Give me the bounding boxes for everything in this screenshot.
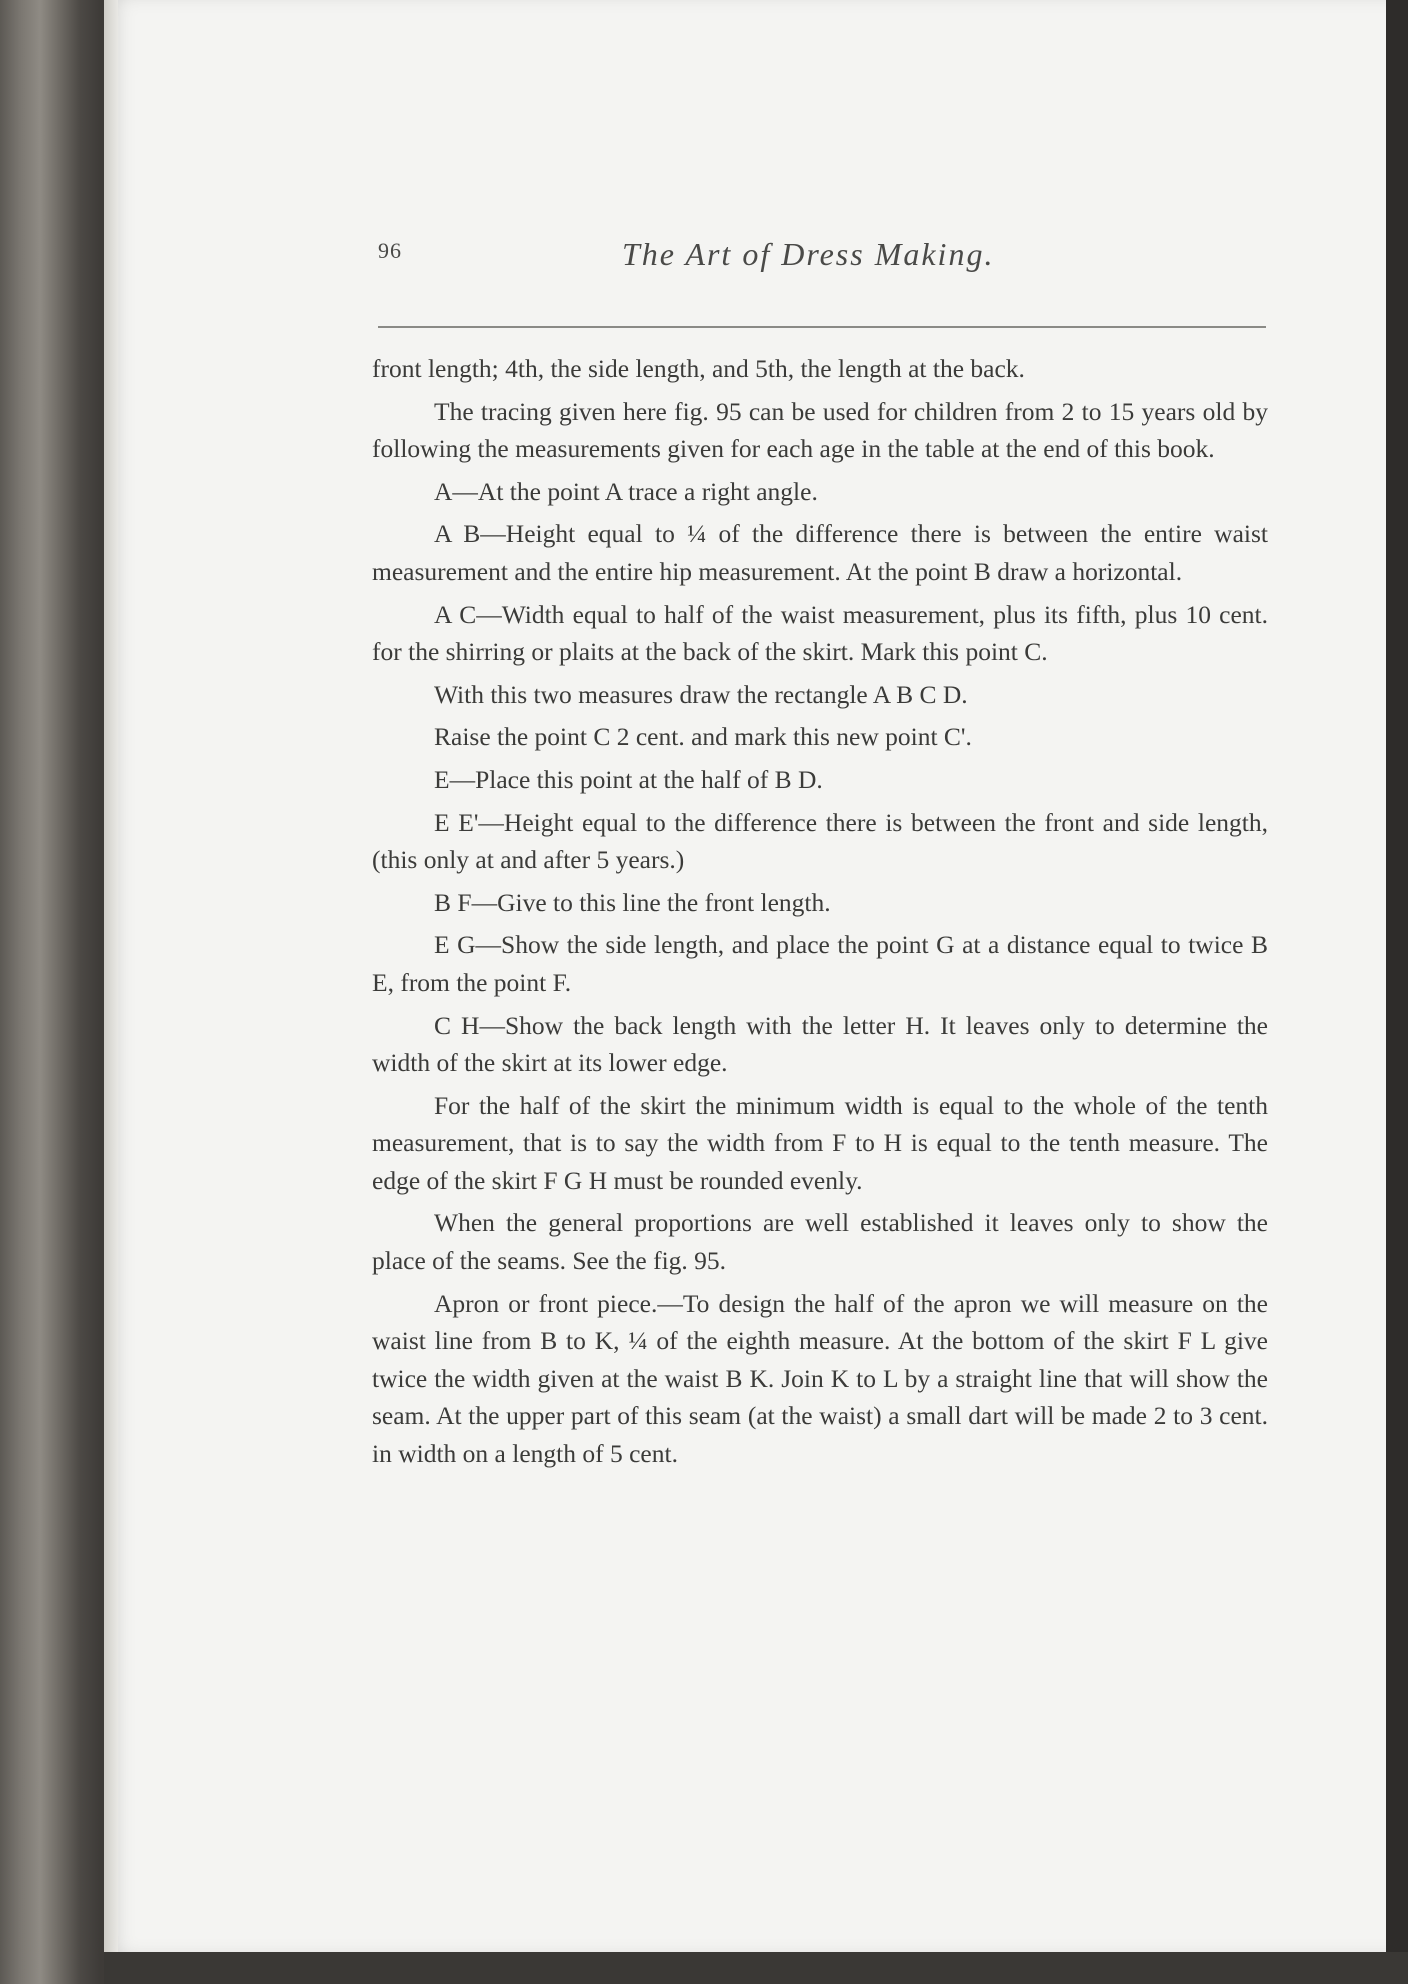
header-rule xyxy=(378,326,1266,328)
paragraph: E E'—Height equal to the difference there is between the front and side length, (this only at and after 5 years.) xyxy=(372,807,1268,875)
paragraph-continuation: front length; 4th, the side length, and 5th, the length at the back. xyxy=(372,354,1025,383)
paragraph: E—Place this point at the half of B D. xyxy=(434,764,823,794)
body-text xyxy=(372,350,1268,1478)
running-title: The Art of Dress Making. xyxy=(622,236,995,272)
paragraph: A B—Height equal to ¼ of the difference there is between the entire waist measurement and the entire hip measurement. At the point B draw a horizontal. xyxy=(372,519,1268,586)
paragraph: Apron or front piece.—To design the half of the apron we will measure on the waist line from B to K, ¼ of the eighth measure. At the bottom of the skirt F L give twice the width given at the waist B K. Join K to L by a straight line that will show the seam. At the upper part of this seam (at the waist) a small dart will be made 2 to 3 cent. in width on a length of 5 cent. xyxy=(372,1288,1268,1469)
paragraph: C H—Show the back length with the letter H. It leaves only to determine the width of the skirt at its lower edge. xyxy=(372,1010,1268,1078)
paragraph: With this two measures draw the rectangle A B C D. xyxy=(434,679,968,709)
paragraph: E G—Show the side length, and place the point G at a distance equal to twice B E, from the point F. xyxy=(372,930,1268,997)
paragraph: B F—Give to this line the front length. xyxy=(434,887,831,917)
paragraph: For the half of the skirt the minimum width is equal to the whole of the tenth measurement, that is to say the width from F to H is equal to the tenth measure. The edge of the skirt F G H must be rounded evenly. xyxy=(372,1090,1268,1195)
paragraph: When the general proportions are well established it leaves only to show the place of the seams. See the fig. 95. xyxy=(372,1208,1268,1276)
paragraph: Raise the point C 2 cent. and mark this new point C'. xyxy=(434,722,972,752)
running-head xyxy=(378,238,1268,278)
paragraph: A C—Width equal to half of the waist measurement, plus its fifth, plus 10 cent. for the shirring or plaits at the back of the skirt. Mark this point C. xyxy=(372,599,1268,667)
page-number: 96 xyxy=(378,238,402,263)
paragraph: A—At the point A trace a right angle. xyxy=(434,476,818,506)
paragraph: The tracing given here fig. 95 can be used for children from 2 to 15 years old by following the measurements given for each age in the table at the end of this book. xyxy=(372,396,1268,464)
page-gutter xyxy=(104,0,118,1952)
right-scan-border xyxy=(1386,0,1408,1984)
bottom-scan-border xyxy=(104,1952,1408,1984)
